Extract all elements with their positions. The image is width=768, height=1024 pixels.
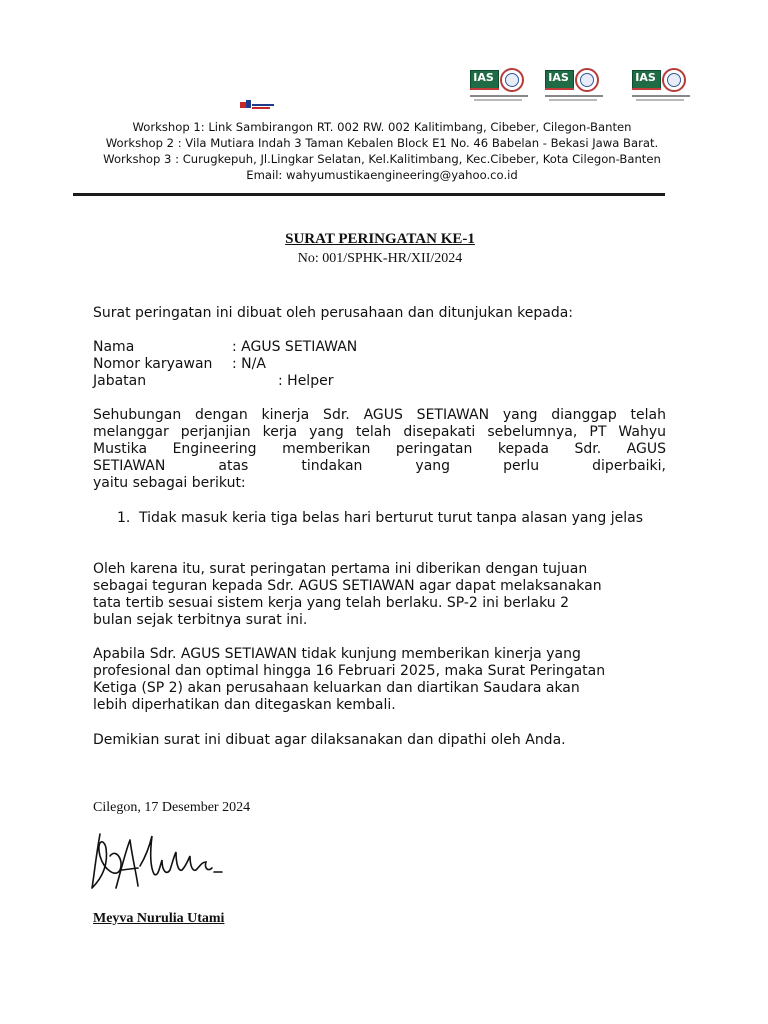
ias-certification-badge: IAS <box>470 68 528 108</box>
paragraph-line: Mustika Engineering memberikan peringatan kepada Sdr. AGUS <box>93 441 666 457</box>
paragraph-2 <box>93 561 666 629</box>
letterhead <box>72 119 692 183</box>
paragraph-line: Oleh karena itu, surat peringatan pertama ini diberikan dengan tujuan <box>93 561 588 577</box>
paragraph-line: Apabila Sdr. AGUS SETIAWAN tidak kunjung memberikan kinerja yang <box>93 646 581 662</box>
ias-certification-badge: IAS <box>632 68 690 108</box>
field-value: : AGUS SETIAWAN <box>232 339 358 355</box>
letter-title: SURAT PERINGATAN KE-1 <box>285 231 475 247</box>
signer-name: Meyva Nurulia Utami <box>93 911 225 926</box>
workshop-2-address: Workshop 2 : Vila Mutiara Indah 3 Taman Kebalen Block E1 No. 46 Babelan - Bekasi Jawa Barat. <box>105 136 659 150</box>
paragraph-line: lebih diperhatikan dan ditegaskan kembali. <box>93 697 396 713</box>
paragraph-line: SETIAWAN atas tindakan yang perlu diperbaiki, <box>93 458 666 474</box>
list-item-text: Tidak masuk keria tiga belas hari berturut turut tanpa alasan yang jelas <box>139 510 643 526</box>
field-label: Jabatan <box>93 373 147 389</box>
place-date: Cilegon, 17 Desember 2024 <box>93 800 251 815</box>
field-value: : N/A <box>232 356 266 372</box>
certification-badges <box>470 68 700 108</box>
workshop-3-address: Workshop 3 : Curugkepuh, Jl.Lingkar Selatan, Kel.Kalitimbang, Kec.Cibeber, Kota Cilegon-Banten <box>103 152 661 166</box>
paragraph-line: bulan sejak terbitnya surat ini. <box>93 612 308 628</box>
letter-number: No: 001/SPHK-HR/XII/2024 <box>297 251 463 266</box>
company-email: Email: wahyumustikaengineering@yahoo.co.id <box>246 168 518 182</box>
handwritten-signature <box>86 826 236 896</box>
field-label: Nomor karyawan <box>93 356 213 372</box>
letter-intro: Surat peringatan ini dibuat oleh perusahaan dan ditunjukan kepada: <box>93 305 574 321</box>
closing-sentence: Demikian surat ini dibuat agar dilaksanakan dan dipathi oleh Anda. <box>93 732 566 748</box>
field-label: Nama <box>93 339 135 355</box>
field-value: : Helper <box>278 373 334 389</box>
paragraph-line: Ketiga (SP 2) akan perusahaan keluarkan dan diartikan Saudara akan <box>93 680 580 696</box>
paragraph-line: profesional dan optimal hingga 16 Februari 2025, maka Surat Peringatan <box>93 663 606 679</box>
header-divider <box>73 193 665 196</box>
company-logo <box>240 99 276 111</box>
paragraph-3 <box>93 646 666 714</box>
paragraph-line: Sehubungan dengan kinerja Sdr. AGUS SETIAWAN yang dianggap telah <box>93 407 666 423</box>
paragraph-line: melanggar perjanjian kerja yang telah disepakati sebelumnya, PT Wahyu <box>93 424 666 440</box>
workshop-1-address: Workshop 1: Link Sambirangon RT. 002 RW. 002 Kalitimbang, Cibeber, Cilegon-Banten <box>132 120 632 134</box>
paragraph-line: sebagai teguran kepada Sdr. AGUS SETIAWAN agar dapat melaksanakan <box>93 578 602 594</box>
paragraph-line: yaitu sebagai berikut: <box>93 475 246 491</box>
ias-certification-badge: IAS <box>545 68 603 108</box>
paragraph-1 <box>93 407 666 492</box>
list-item-number: 1. <box>117 510 131 526</box>
paragraph-line: tata tertib sesuai sistem kerja yang telah berlaku. SP-2 ini berlaku 2 <box>93 595 570 611</box>
